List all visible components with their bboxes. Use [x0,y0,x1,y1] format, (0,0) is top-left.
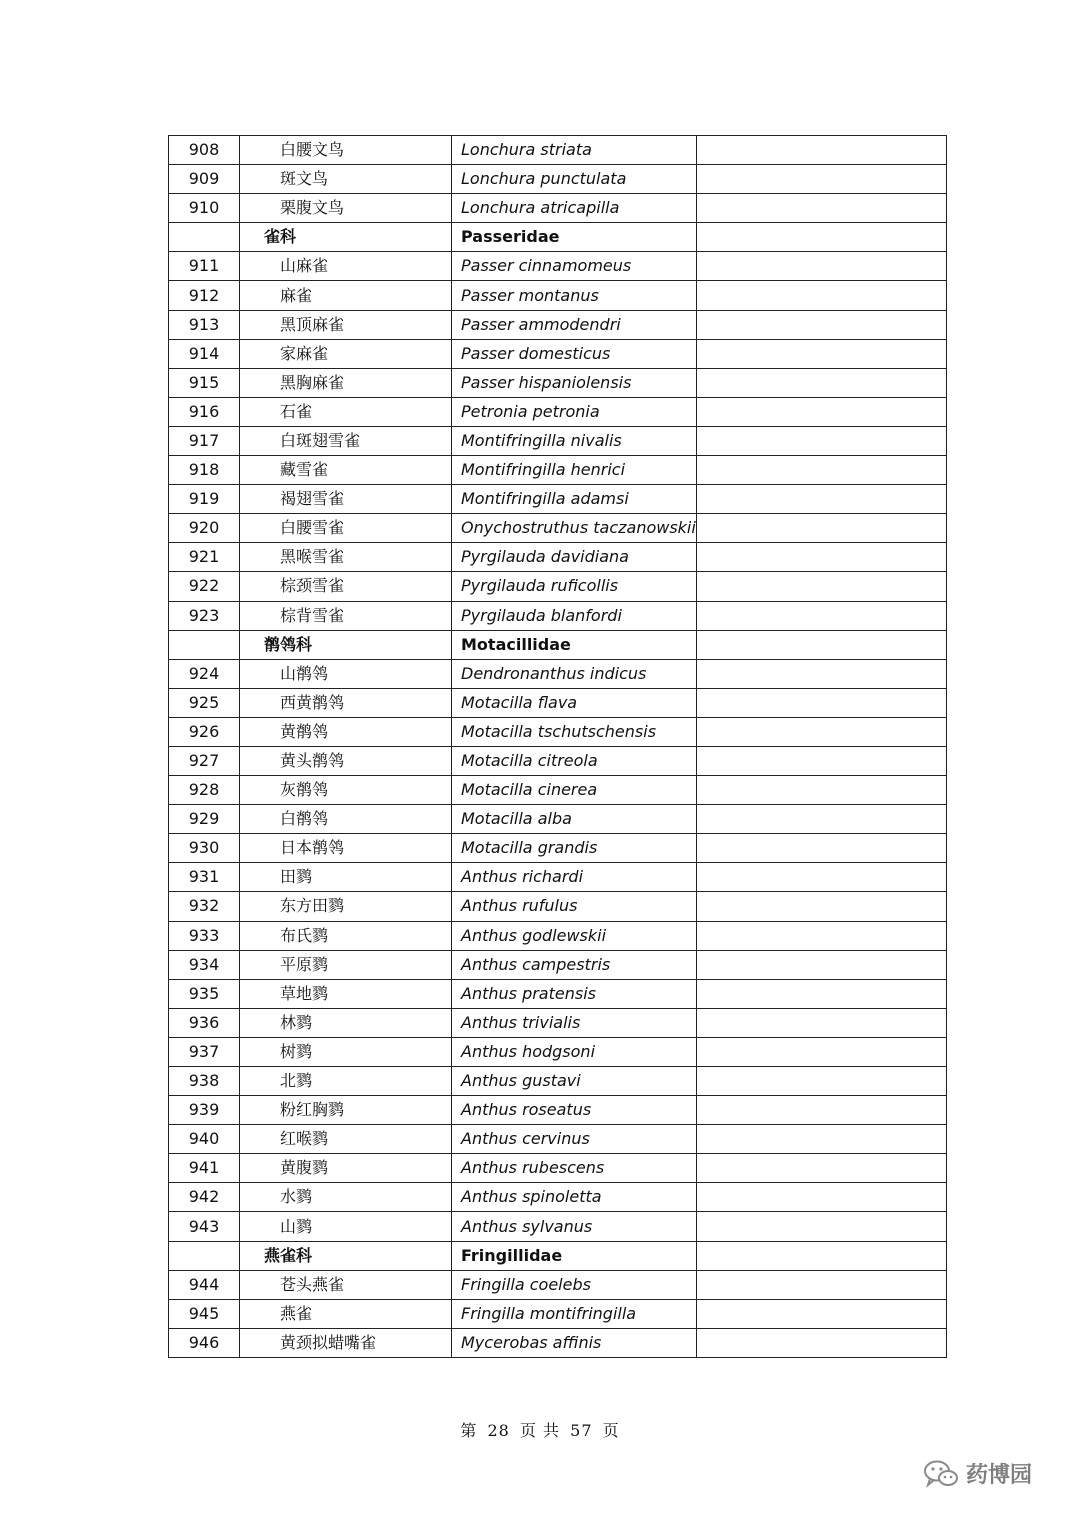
species-scientific-name: Dendronanthus indicus [452,659,697,688]
species-extra-cell [697,456,947,485]
species-scientific-name: Anthus cervinus [452,1125,697,1154]
species-number: 941 [169,1154,240,1183]
species-extra-cell [697,979,947,1008]
species-extra-cell [697,1154,947,1183]
species-scientific-name: Passer montanus [452,281,697,310]
species-chinese-name: 白腰雪雀 [240,514,452,543]
table-row [169,863,947,892]
family-number-cell [169,1241,240,1270]
species-extra-cell [697,805,947,834]
species-chinese-name: 黄鹡鸰 [240,717,452,746]
species-number: 919 [169,485,240,514]
species-scientific-name: Motacilla cinerea [452,776,697,805]
family-chinese-name: 雀科 [240,223,452,252]
species-number: 945 [169,1299,240,1328]
table-row [169,281,947,310]
species-number: 930 [169,834,240,863]
table-row [169,688,947,717]
table-row [169,921,947,950]
table-row [169,310,947,339]
species-extra-cell [697,921,947,950]
species-chinese-name: 北鹨 [240,1067,452,1096]
table-row [169,339,947,368]
table-row [169,165,947,194]
table-body [169,136,947,1358]
species-scientific-name: Anthus campestris [452,950,697,979]
family-header-row [169,630,947,659]
table-row [169,426,947,455]
species-chinese-name: 田鹨 [240,863,452,892]
species-number: 918 [169,456,240,485]
species-number: 932 [169,892,240,921]
table-row [169,514,947,543]
watermark-text: 药博园 [966,1463,1033,1488]
species-number: 921 [169,543,240,572]
species-chinese-name: 黑顶麻雀 [240,310,452,339]
species-scientific-name: Anthus godlewskii [452,921,697,950]
species-scientific-name: Passer domesticus [452,339,697,368]
species-chinese-name: 平原鹨 [240,950,452,979]
table-row [169,1067,947,1096]
species-chinese-name: 西黄鹡鸰 [240,688,452,717]
family-extra-cell [697,630,947,659]
species-number: 929 [169,805,240,834]
species-extra-cell [697,1183,947,1212]
species-number: 936 [169,1008,240,1037]
species-extra-cell [697,659,947,688]
species-scientific-name: Passer ammodendri [452,310,697,339]
species-extra-cell [697,1328,947,1357]
species-scientific-name: Motacilla alba [452,805,697,834]
footer-page-number: 28 [487,1421,510,1440]
table-row [169,601,947,630]
species-extra-cell [697,543,947,572]
table-row [169,485,947,514]
species-extra-cell [697,892,947,921]
species-extra-cell [697,1096,947,1125]
species-scientific-name: Passer cinnamomeus [452,252,697,281]
species-number: 915 [169,368,240,397]
species-scientific-name: Anthus roseatus [452,1096,697,1125]
table-row [169,1125,947,1154]
family-scientific-name: Fringillidae [452,1241,697,1270]
species-chinese-name: 棕颈雪雀 [240,572,452,601]
species-number: 911 [169,252,240,281]
species-chinese-name: 栗腹文鸟 [240,194,452,223]
species-chinese-name: 黄腹鹨 [240,1154,452,1183]
species-scientific-name: Onychostruthus taczanowskii [452,514,697,543]
species-extra-cell [697,572,947,601]
family-header-row [169,223,947,252]
species-extra-cell [697,1067,947,1096]
table-row [169,892,947,921]
family-scientific-name: Passeridae [452,223,697,252]
species-chinese-name: 白鹡鸰 [240,805,452,834]
species-number: 910 [169,194,240,223]
species-chinese-name: 斑文鸟 [240,165,452,194]
species-scientific-name: Petronia petronia [452,397,697,426]
species-extra-cell [697,717,947,746]
family-chinese-name: 燕雀科 [240,1241,452,1270]
species-chinese-name: 麻雀 [240,281,452,310]
species-chinese-name: 粉红胸鹨 [240,1096,452,1125]
species-extra-cell [697,1008,947,1037]
species-chinese-name: 山鹨 [240,1212,452,1241]
species-scientific-name: Lonchura striata [452,136,697,165]
species-number: 934 [169,950,240,979]
species-chinese-name: 家麻雀 [240,339,452,368]
table-row [169,1270,947,1299]
species-extra-cell [697,194,947,223]
species-number: 931 [169,863,240,892]
species-chinese-name: 苍头燕雀 [240,1270,452,1299]
species-number: 916 [169,397,240,426]
family-extra-cell [697,1241,947,1270]
species-scientific-name: Motacilla tschutschensis [452,717,697,746]
footer-prefix: 第 [460,1421,478,1440]
species-number: 924 [169,659,240,688]
species-extra-cell [697,1037,947,1066]
species-number: 926 [169,717,240,746]
species-extra-cell [697,688,947,717]
table-row [169,805,947,834]
species-extra-cell [697,252,947,281]
species-extra-cell [697,950,947,979]
species-extra-cell [697,514,947,543]
table-row [169,717,947,746]
species-number: 944 [169,1270,240,1299]
species-chinese-name: 石雀 [240,397,452,426]
species-scientific-name: Mycerobas affinis [452,1328,697,1357]
species-chinese-name: 水鹨 [240,1183,452,1212]
species-chinese-name: 树鹨 [240,1037,452,1066]
table-row [169,194,947,223]
species-number: 908 [169,136,240,165]
table-row [169,1183,947,1212]
species-scientific-name: Lonchura punctulata [452,165,697,194]
species-chinese-name: 燕雀 [240,1299,452,1328]
table-row [169,776,947,805]
species-number: 946 [169,1328,240,1357]
species-number: 914 [169,339,240,368]
species-chinese-name: 山鹡鸰 [240,659,452,688]
species-extra-cell [697,136,947,165]
species-number: 923 [169,601,240,630]
species-number: 922 [169,572,240,601]
species-chinese-name: 黄颈拟蜡嘴雀 [240,1328,452,1357]
species-chinese-name: 黄头鹡鸰 [240,746,452,775]
species-scientific-name: Anthus richardi [452,863,697,892]
species-chinese-name: 白斑翅雪雀 [240,426,452,455]
species-number: 920 [169,514,240,543]
species-extra-cell [697,310,947,339]
family-scientific-name: Motacillidae [452,630,697,659]
species-chinese-name: 白腰文鸟 [240,136,452,165]
table-row [169,572,947,601]
species-scientific-name: Motacilla citreola [452,746,697,775]
species-chinese-name: 藏雪雀 [240,456,452,485]
species-chinese-name: 东方田鹨 [240,892,452,921]
species-number: 912 [169,281,240,310]
species-scientific-name: Fringilla coelebs [452,1270,697,1299]
family-number-cell [169,630,240,659]
table-row [169,950,947,979]
table-row [169,543,947,572]
species-scientific-name: Pyrgilauda ruficollis [452,572,697,601]
species-scientific-name: Anthus spinoletta [452,1183,697,1212]
species-extra-cell [697,776,947,805]
species-chinese-name: 布氏鹨 [240,921,452,950]
species-number: 939 [169,1096,240,1125]
species-number: 937 [169,1037,240,1066]
wechat-icon [922,1459,960,1489]
species-number: 909 [169,165,240,194]
table-row [169,1212,947,1241]
table-row [169,136,947,165]
table-row [169,456,947,485]
species-scientific-name: Montifringilla henrici [452,456,697,485]
species-number: 935 [169,979,240,1008]
table-row [169,368,947,397]
family-chinese-name: 鹡鸰科 [240,630,452,659]
species-number: 913 [169,310,240,339]
species-number: 933 [169,921,240,950]
species-number: 928 [169,776,240,805]
species-extra-cell [697,1212,947,1241]
species-scientific-name: Passer hispaniolensis [452,368,697,397]
table-row [169,746,947,775]
species-scientific-name: Anthus hodgsoni [452,1037,697,1066]
footer-total-pages: 57 [570,1421,593,1440]
species-extra-cell [697,485,947,514]
species-scientific-name: Anthus gustavi [452,1067,697,1096]
species-extra-cell [697,426,947,455]
species-chinese-name: 灰鹡鸰 [240,776,452,805]
table-row [169,1299,947,1328]
species-chinese-name: 棕背雪雀 [240,601,452,630]
species-extra-cell [697,1270,947,1299]
species-extra-cell [697,339,947,368]
species-extra-cell [697,1299,947,1328]
species-extra-cell [697,281,947,310]
species-extra-cell [697,1125,947,1154]
species-number: 925 [169,688,240,717]
species-extra-cell [697,165,947,194]
table-row [169,1037,947,1066]
table-row [169,834,947,863]
family-number-cell [169,223,240,252]
species-scientific-name: Motacilla flava [452,688,697,717]
footer-middle: 页 共 [519,1421,561,1440]
species-scientific-name: Anthus rubescens [452,1154,697,1183]
species-number: 940 [169,1125,240,1154]
species-scientific-name: Pyrgilauda davidiana [452,543,697,572]
species-scientific-name: Anthus rufulus [452,892,697,921]
table-row [169,397,947,426]
species-chinese-name: 黑喉雪雀 [240,543,452,572]
page-footer [0,1418,1080,1441]
species-scientific-name: Motacilla grandis [452,834,697,863]
species-scientific-name: Montifringilla adamsi [452,485,697,514]
species-extra-cell [697,397,947,426]
watermark [922,1458,1032,1489]
species-scientific-name: Montifringilla nivalis [452,426,697,455]
species-extra-cell [697,368,947,397]
species-chinese-name: 褐翅雪雀 [240,485,452,514]
species-scientific-name: Fringilla montifringilla [452,1299,697,1328]
species-chinese-name: 红喉鹨 [240,1125,452,1154]
family-extra-cell [697,223,947,252]
species-extra-cell [697,863,947,892]
species-extra-cell [697,601,947,630]
species-number: 927 [169,746,240,775]
species-chinese-name: 山麻雀 [240,252,452,281]
table-row [169,979,947,1008]
species-scientific-name: Anthus pratensis [452,979,697,1008]
species-number: 917 [169,426,240,455]
species-scientific-name: Anthus sylvanus [452,1212,697,1241]
table-row [169,1328,947,1357]
species-number: 942 [169,1183,240,1212]
species-number: 943 [169,1212,240,1241]
family-header-row [169,1241,947,1270]
species-table [168,135,947,1358]
footer-suffix: 页 [602,1421,620,1440]
species-scientific-name: Lonchura atricapilla [452,194,697,223]
species-chinese-name: 草地鹨 [240,979,452,1008]
species-number: 938 [169,1067,240,1096]
species-chinese-name: 日本鹡鸰 [240,834,452,863]
table-row [169,1154,947,1183]
species-extra-cell [697,746,947,775]
table-row [169,252,947,281]
table-row [169,1008,947,1037]
table-row [169,659,947,688]
species-chinese-name: 黑胸麻雀 [240,368,452,397]
table-row [169,1096,947,1125]
species-extra-cell [697,834,947,863]
species-scientific-name: Anthus trivialis [452,1008,697,1037]
species-chinese-name: 林鹨 [240,1008,452,1037]
species-scientific-name: Pyrgilauda blanfordi [452,601,697,630]
